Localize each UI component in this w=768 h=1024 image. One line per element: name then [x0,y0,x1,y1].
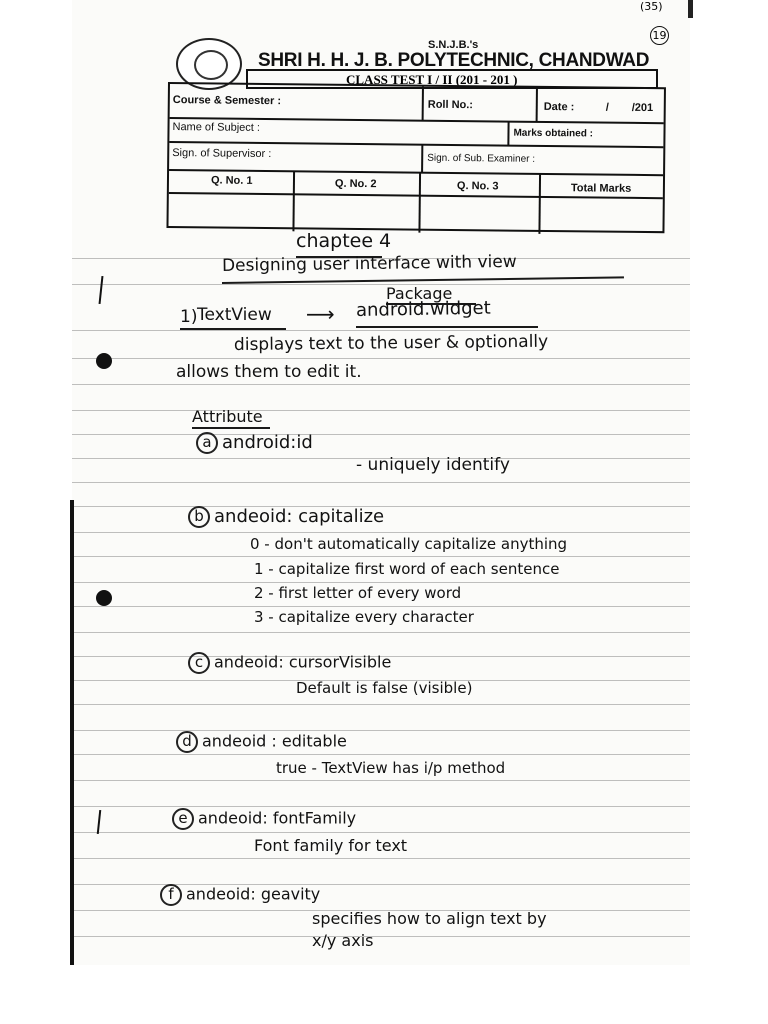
ruled-line [72,330,690,331]
ruled-line [72,832,690,833]
page-left-edge [70,500,74,965]
attribute-e-desc: Font family for text [254,836,408,855]
attribute-b [188,506,384,528]
textview-heading: TextView [197,305,272,325]
page-corner-mark [688,0,693,18]
attribute-b-name: andeoid: capitalize [214,506,385,527]
attribute-c-desc: Default is false (visible) [296,679,473,697]
letter-e-marker: e [172,808,194,830]
ruled-line [72,858,690,859]
package-name: android.widget [355,297,491,321]
letter-f-marker: f [160,884,182,906]
ruled-line [72,632,690,633]
chapter-heading: chaptee 4 [296,230,392,252]
class-test-label: CLASS TEST I / II (201 - 201 ) [346,72,518,87]
attribute-underline [192,427,270,429]
letter-d-marker: d [176,731,198,753]
institute-title: SHRI H. H. J. B. POLYTECHNIC, CHANDWAD [258,50,650,71]
letter-b-marker: b [188,506,210,528]
package-underline [356,326,538,328]
ruled-line [72,482,690,483]
description-line-2: allows them to edit it. [176,362,362,382]
capitalize-option-1: 1 - capitalize first word of each sentence [254,560,560,578]
date-label: Date : [543,100,575,114]
attribute-e-name: andeoid: fontFamily [198,808,357,828]
letter-c-marker: c [188,652,210,674]
attribute-e [172,808,356,830]
ruled-line [72,754,690,755]
ruled-line [72,284,690,285]
page-top-number: (35) [640,0,663,13]
attribute-d-desc: true - TextView has i/p method [276,759,506,777]
capitalize-option-2: 2 - first letter of every word [254,584,462,602]
textview-underline [180,328,286,330]
ruled-line [72,936,690,937]
item-1-number: 1) [180,307,198,327]
attribute-c [188,652,391,674]
ruled-line [72,730,690,731]
arrow-symbol: ⟶ [306,302,335,326]
attribute-d-name: andeoid : editable [202,731,347,751]
supervisor-label: Sign. of Supervisor : [172,147,272,161]
ruled-line [72,358,690,359]
exam-info-form [166,82,666,233]
topic-heading-cont: Package [386,284,453,303]
capitalize-option-3: 3 - capitalize every character [254,608,474,626]
punch-hole [96,590,112,606]
organization-name: S.N.J.B.'s [428,39,479,51]
date-slash: / [605,101,609,114]
total-marks-label: Total Marks [570,182,632,195]
ruled-line [72,704,690,705]
attribute-a-desc: - uniquely identify [356,455,510,475]
roll-no-label: Roll No.: [427,98,474,112]
examiner-label: Sign. of Sub. Examiner : [427,152,536,165]
description-line-1: displays text to the user & optionally [233,331,549,355]
circled-page-number: 19 [650,26,669,45]
q3-label: Q. No. 3 [456,180,499,193]
attribute-a [196,432,313,454]
attribute-heading: Attribute [192,407,263,426]
topic-heading: Designing user interface with view [221,251,517,276]
punch-hole [96,353,112,369]
ruled-line [72,410,690,411]
ruled-line [72,780,690,781]
ruled-line [72,384,690,385]
subject-label: Name of Subject : [172,121,261,134]
marks-obtained-label: Marks obtained : [513,127,594,140]
attribute-f [160,884,320,906]
date-year: /201 [631,101,654,115]
course-semester-label: Course & Semester : [172,94,282,108]
ruled-line [72,556,690,557]
attribute-f-desc-1: specifies how to align text by [312,909,547,928]
ruled-line [72,532,690,533]
capitalize-option-0: 0 - don't automatically capitalize anything [250,535,568,553]
ruled-line [72,806,690,807]
attribute-a-name: android:id [222,432,313,453]
q1-label: Q. No. 1 [210,174,253,187]
ruled-line [72,434,690,435]
q2-label: Q. No. 2 [334,177,377,191]
letter-a-marker: a [196,432,218,454]
ruled-line [72,606,690,607]
attribute-f-desc-2: x/y axis [312,931,374,950]
attribute-f-name: andeoid: geavity [186,884,321,904]
attribute-d [176,731,347,753]
ruled-line [72,582,690,583]
attribute-c-name: andeoid: cursorVisible [214,652,392,672]
